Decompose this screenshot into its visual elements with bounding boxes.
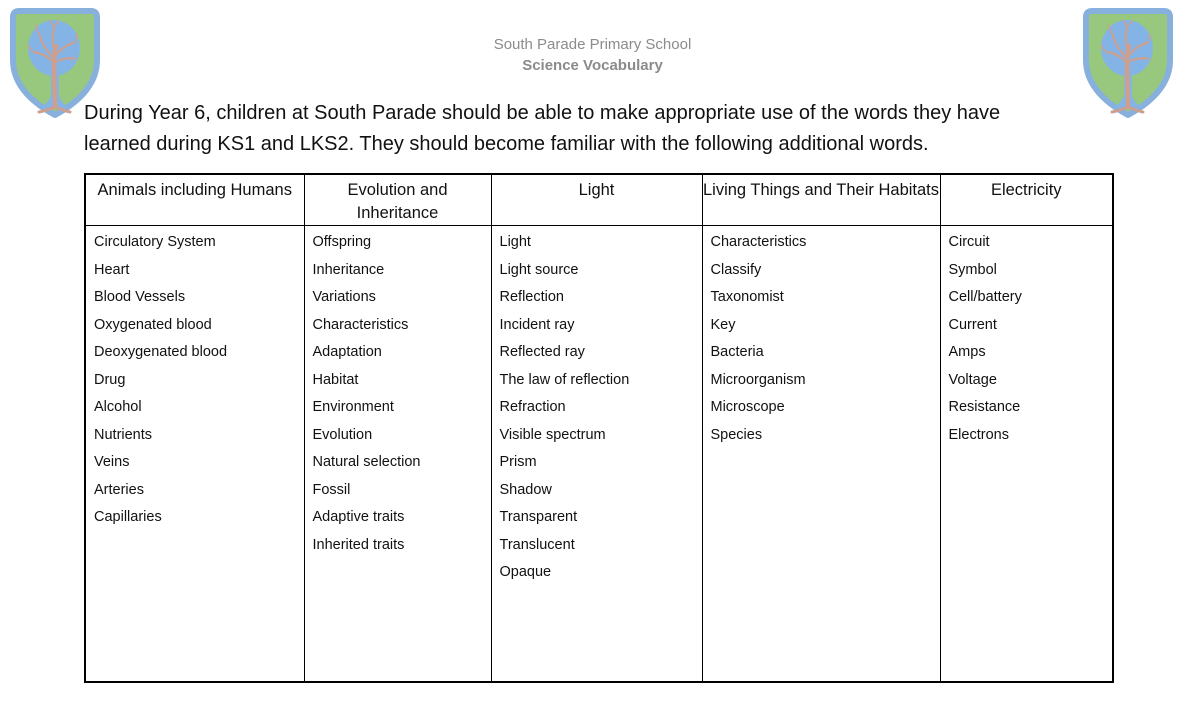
vocab-word: Offspring — [312, 234, 372, 250]
vocab-word: Light source — [499, 261, 579, 278]
vocab-word: Heart — [94, 261, 130, 278]
vocab-word: Translucent — [499, 536, 575, 553]
document-header — [0, 34, 1185, 76]
vocab-word: Microorganism — [710, 371, 806, 388]
intro-line-2: learned during KS1 and LKS2. They should become familiar with the following additional words. — [84, 133, 929, 155]
column-header-animals: Animals including Humans — [85, 174, 304, 226]
column-header-light: Light — [491, 174, 702, 226]
vocab-word: Taxonomist — [710, 289, 784, 305]
vocab-word: Refraction — [499, 399, 566, 415]
vocab-word: Circuit — [948, 234, 990, 250]
vocab-word: Visible spectrum — [499, 426, 606, 443]
column-header-evolution: Evolution and Inheritance — [304, 174, 491, 226]
vocab-column-habitats — [702, 226, 940, 682]
vocab-word: Circulatory System — [94, 234, 216, 250]
document-title: Science Vocabulary — [522, 57, 663, 74]
vocab-word: Blood Vessels — [94, 289, 186, 305]
vocab-column-electricity — [940, 226, 1113, 682]
vocab-word: Environment — [312, 399, 394, 415]
vocab-word: Capillaries — [94, 509, 162, 525]
vocab-word: Key — [710, 316, 736, 333]
vocab-word: Habitat — [312, 371, 359, 388]
vocab-word: Electrons — [948, 426, 1009, 443]
vocab-word: The law of reflection — [499, 371, 630, 388]
vocab-word: Bacteria — [710, 344, 764, 360]
vocab-word: Nutrients — [94, 426, 153, 443]
vocab-word: Resistance — [948, 399, 1021, 415]
vocab-word: Characteristics — [312, 316, 409, 333]
vocabulary-table — [84, 173, 1114, 683]
vocab-word: Voltage — [948, 371, 997, 388]
vocab-word: Drug — [94, 371, 126, 388]
vocab-word: Adaptive traits — [312, 509, 405, 525]
vocab-word: Classify — [710, 261, 762, 278]
table-body-row — [85, 226, 1113, 682]
vocab-word: Symbol — [948, 261, 997, 278]
intro-paragraph — [84, 98, 1104, 160]
school-name: South Parade Primary School — [493, 36, 692, 53]
vocab-word: Alcohol — [94, 399, 142, 415]
vocab-word: Adaptation — [312, 344, 382, 360]
vocab-word: Light — [499, 234, 531, 250]
vocab-word: Deoxygenated blood — [94, 344, 228, 360]
vocab-word: Transparent — [499, 509, 578, 525]
vocab-word: Amps — [948, 344, 986, 360]
vocab-word: Current — [948, 316, 997, 333]
vocab-word: Opaque — [499, 564, 552, 580]
vocab-word: Inherited traits — [312, 536, 405, 553]
vocab-column-evolution — [304, 226, 491, 682]
vocab-word: Reflected ray — [499, 344, 585, 360]
vocab-column-animals — [85, 226, 304, 682]
vocab-word: Arteries — [94, 481, 144, 498]
vocab-word: Natural selection — [312, 454, 421, 470]
vocab-word: Prism — [499, 454, 537, 470]
vocab-word: Cell/battery — [948, 289, 1022, 305]
column-header-electricity: Electricity — [940, 174, 1113, 226]
vocab-word: Shadow — [499, 481, 552, 498]
vocab-column-light — [491, 226, 702, 682]
vocab-word: Incident ray — [499, 316, 575, 333]
vocab-word: Characteristics — [710, 234, 807, 250]
table-header-row — [85, 174, 1113, 226]
column-header-habitats: Living Things and Their Habitats — [702, 174, 940, 226]
vocab-word: Veins — [94, 454, 130, 470]
vocab-word: Variations — [312, 289, 376, 305]
intro-line-1: During Year 6, children at South Parade should be able to make appropriate use of the words they have — [84, 102, 1001, 124]
vocab-word: Fossil — [312, 481, 351, 498]
vocab-word: Species — [710, 426, 763, 443]
vocab-word: Inheritance — [312, 261, 385, 278]
vocab-word: Evolution — [312, 426, 373, 443]
vocab-word: Oxygenated blood — [94, 316, 212, 333]
vocab-word: Microscope — [710, 399, 785, 415]
vocab-word: Reflection — [499, 289, 564, 305]
